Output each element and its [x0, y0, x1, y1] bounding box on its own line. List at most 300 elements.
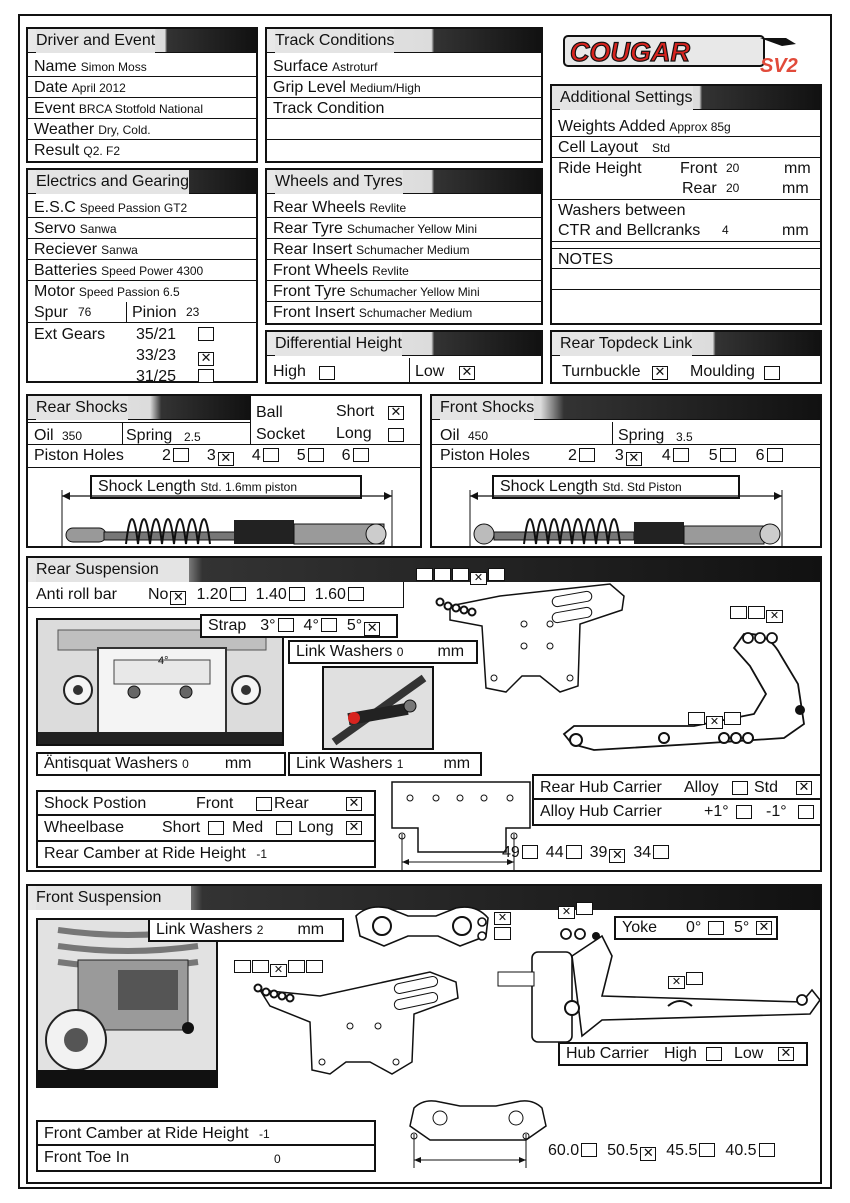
antisquat-label: Äntisquat Washers [44, 755, 178, 772]
front-tower-hole-checkbox[interactable]: ✕ [270, 964, 287, 977]
hub-std-checkbox[interactable]: ✕ [796, 781, 812, 795]
alloy-hub-row [532, 800, 822, 826]
front-camber-row [36, 1120, 376, 1146]
rear-camber-value: -1 [256, 847, 267, 861]
gear-label: 35/21 [136, 326, 177, 343]
arb-checkbox[interactable]: ✕ [170, 591, 186, 605]
field-value[interactable]: Sanwa [79, 222, 117, 236]
strap-box [200, 614, 398, 638]
wb-long-checkbox[interactable]: ✕ [346, 821, 362, 835]
arb-label: No [148, 586, 169, 603]
field-value[interactable]: Schumacher Yellow Mini [349, 285, 480, 299]
yoke-box [614, 916, 778, 940]
arb-checkbox[interactable] [289, 587, 305, 601]
strap-label: 5° [346, 617, 363, 634]
strap-checkbox[interactable] [278, 618, 294, 632]
antisquat-box [36, 752, 286, 776]
wheels-title: Wheels and Tyres [275, 170, 403, 194]
pinion-value: 23 [186, 305, 200, 319]
field-row [267, 56, 541, 77]
front-tower-hole-checkbox[interactable] [252, 960, 269, 973]
ride-rear-unit: mm [782, 180, 809, 197]
field-label: Track Condition [273, 100, 385, 117]
rear-photo-mark: 4° [158, 655, 169, 667]
field-value[interactable]: Schumacher Yellow Mini [346, 222, 478, 236]
pinion-label: Pinion [132, 304, 177, 321]
arb-label: 1.40 [255, 586, 287, 603]
rear-piston-option [297, 447, 324, 464]
field-label: Rear Wheels [273, 199, 366, 216]
moulding-checkbox[interactable] [764, 366, 780, 380]
front-oil-value: 450 [468, 429, 489, 443]
rear-tower-hole-checkbox[interactable] [488, 568, 505, 581]
yoke5-checkbox[interactable]: ✕ [756, 921, 772, 935]
front-camber-label: Front Camber at Ride Height [44, 1125, 249, 1142]
front-tower-drawing [230, 966, 480, 1086]
diff-high-checkbox[interactable] [319, 366, 335, 380]
rear-piston-label: Piston Holes [34, 447, 124, 464]
shock-position-row [36, 790, 376, 816]
hub-alloy-checkbox[interactable] [732, 781, 748, 795]
yoke0-label: 0° [686, 919, 702, 936]
front-piston-label: Piston Holes [440, 447, 530, 464]
front-piston-checkbox[interactable]: ✕ [626, 452, 642, 466]
rear-wheelbase-checkbox[interactable] [522, 845, 538, 859]
turnbuckle-label: Turnbuckle [562, 363, 641, 380]
field-value[interactable]: April 2012 [71, 81, 126, 95]
field-value[interactable]: Schumacher Medium [356, 243, 470, 257]
field-row [28, 281, 256, 302]
field-value[interactable]: BRCA Stotfold National [78, 102, 203, 116]
ext-gears-label: Ext Gears [34, 326, 106, 343]
logo-sub: SV2 [760, 55, 798, 77]
wheelbase-label: Wheelbase [44, 819, 125, 836]
rear-spring-label: Spring [126, 427, 173, 444]
rear-piston-label: 2 [162, 447, 171, 464]
front-piston-option [756, 447, 783, 464]
field-row [28, 77, 256, 98]
rear-wheelbase-option [546, 844, 582, 861]
rear-piston-option [207, 447, 234, 464]
front-link-washers-value: 2 [256, 923, 264, 937]
electrics-title: Electrics and Gearing [36, 170, 189, 194]
ball-label: Ball [256, 404, 283, 421]
diff-low-label: Low [415, 363, 445, 380]
front-piston-label: 3 [614, 447, 624, 464]
field-row [267, 260, 541, 281]
strap-checkbox[interactable]: ✕ [364, 622, 380, 636]
yoke5-label: 5° [734, 919, 750, 936]
rear-hub-row [532, 774, 822, 800]
rear-piston-checkbox[interactable] [308, 448, 324, 462]
front-toe-label: Front Toe In [44, 1149, 130, 1166]
track-conditions-title: Track Conditions [275, 29, 394, 53]
wheelbase-row [36, 816, 376, 842]
front-oil-label: Oil [440, 427, 460, 444]
rear-piston-label: 4 [251, 447, 261, 464]
field-label: Rear Tyre [273, 220, 343, 237]
field-label: Weather [34, 121, 95, 138]
front-plate-drawing [400, 1096, 560, 1170]
field-value[interactable]: Dry, Cold. [98, 123, 151, 137]
front-wheelbase-label: 40.5 [725, 1142, 757, 1159]
strap-label: 3° [260, 617, 276, 634]
shock-pos-front-label: Front [196, 795, 234, 812]
gear-checkbox[interactable]: ✕ [198, 352, 214, 366]
rear-wheelbase-label: 49 [502, 844, 520, 861]
gear-option [136, 368, 214, 386]
rear-piston-checkbox[interactable] [353, 448, 369, 462]
front-arm-top-hole-checkbox[interactable] [576, 902, 593, 915]
rear-shock-length-label: Shock Length [98, 478, 196, 495]
rear-camber-row [36, 842, 376, 868]
rear-wheelbase-option [590, 844, 626, 861]
shock-pos-front-checkbox[interactable] [256, 797, 272, 811]
front-piston-checkbox[interactable] [767, 448, 783, 462]
strap-option [304, 617, 337, 634]
front-tower-hole-checkbox[interactable] [306, 960, 323, 973]
link-washers-top-unit: mm [437, 643, 465, 660]
wb-med-label: Med [232, 819, 264, 836]
cell-layout-label: Cell Layout [558, 139, 639, 156]
rear-oil-label: Oil [34, 427, 54, 444]
front-tower-hole-checkbox[interactable] [234, 960, 251, 973]
front-piston-label: 6 [755, 447, 765, 464]
diff-low-checkbox[interactable]: ✕ [459, 366, 475, 380]
field-label: E.S.C [34, 199, 76, 216]
field-label: Date [34, 79, 68, 96]
rear-piston-checkbox[interactable] [263, 448, 279, 462]
field-row [28, 56, 256, 77]
topdeck-title: Rear Topdeck Link [560, 332, 692, 356]
spur-value: 76 [78, 305, 92, 319]
link-washers-top-label: Link Washers [296, 643, 393, 660]
yoke0-checkbox[interactable] [708, 921, 724, 935]
rear-shock-length-value: Std. 1.6mm piston [200, 480, 298, 494]
field-row [28, 239, 256, 260]
link-washers-bottom-value: 1 [396, 757, 404, 771]
arb-checkbox[interactable] [230, 587, 246, 601]
field-value[interactable]: Schumacher Medium [358, 306, 473, 320]
field-value[interactable]: Speed Passion 6.5 [78, 285, 180, 299]
wb-med-checkbox[interactable] [276, 821, 292, 835]
rear-arm-bottom-hole-checkbox[interactable] [688, 712, 705, 725]
field-value[interactable]: Speed Passion GT2 [79, 201, 188, 215]
front-hub-high-label: High [664, 1045, 697, 1062]
alloy-plus1-label: +1° [704, 803, 729, 820]
field-label: Name [34, 58, 77, 75]
ride-rear-value: 20 [726, 181, 740, 195]
rear-spring-value: 2.5 [184, 430, 201, 444]
front-piston-option [662, 447, 689, 464]
field-row [28, 140, 256, 161]
rear-piston-option [252, 447, 279, 464]
field-row [28, 197, 256, 218]
front-shock-drawing [438, 488, 818, 546]
front-shocks-box [430, 394, 822, 548]
blank-row [267, 140, 541, 161]
field-label: Motor [34, 283, 75, 300]
long-checkbox[interactable] [388, 428, 404, 442]
additional-settings-title: Additional Settings [560, 86, 693, 110]
topdeck-box [550, 330, 822, 384]
alloy-minus1-label: -1° [766, 803, 787, 820]
rear-piston-checkbox[interactable]: ✕ [218, 452, 234, 466]
rear-tower-hole-checkbox[interactable] [452, 568, 469, 581]
field-value[interactable]: Sanwa [101, 243, 138, 257]
field-value[interactable]: Medium/High [349, 81, 421, 95]
logo-text: COUGAR [570, 37, 690, 67]
field-row [28, 218, 256, 239]
front-suspension-section [26, 884, 822, 1184]
rear-tower-hole-checkbox[interactable] [416, 568, 433, 581]
link-washers-bottom-box [288, 752, 482, 776]
field-row [28, 260, 256, 281]
rear-tower-hole-checkbox[interactable]: ✕ [470, 572, 487, 585]
field-value[interactable]: Speed Power 4300 [101, 264, 204, 278]
gear-option [136, 326, 214, 344]
front-shocks-title: Front Shocks [440, 396, 534, 420]
field-label: Front Insert [273, 304, 355, 321]
front-arm-top-hole-checkbox[interactable]: ✕ [558, 906, 575, 919]
front-arm-mid-hole-checkbox[interactable]: ✕ [668, 976, 685, 989]
field-row [267, 77, 541, 98]
front-hub-high-checkbox[interactable] [706, 1047, 722, 1061]
rear-suspension-title: Rear Suspension [36, 558, 189, 582]
field-label: Result [34, 142, 80, 159]
strap-label: 4° [303, 617, 319, 634]
front-piston-checkbox[interactable] [579, 448, 595, 462]
socket-label: Socket [256, 426, 305, 443]
rear-arm-top-hole-checkbox[interactable] [730, 606, 747, 619]
rear-arm-bottom-hole-checkbox[interactable] [724, 712, 741, 725]
front-wheelbase-label: 45.5 [666, 1142, 698, 1159]
field-label: Surface [273, 58, 329, 75]
yoke-label: Yoke [622, 919, 657, 936]
front-piston-label: 4 [661, 447, 671, 464]
track-conditions-box [265, 27, 543, 163]
rear-arm-bottom-hole-checkbox[interactable]: ✕ [706, 716, 723, 729]
front-piston-checkbox[interactable] [720, 448, 736, 462]
rear-hub-label: Rear Hub Carrier [540, 779, 662, 796]
front-link-washers-unit: mm [297, 921, 325, 938]
wheels-box [265, 168, 543, 325]
field-label: Reciever [34, 241, 98, 258]
alloy-minus1-checkbox[interactable] [798, 805, 814, 819]
front-wheelbase-checkbox[interactable] [699, 1143, 715, 1157]
front-wheelbase-label: 50.5 [607, 1142, 639, 1159]
rear-wheelbase-option [502, 844, 538, 861]
cell-layout-value: Std [652, 141, 671, 155]
rear-piston-label: 5 [296, 447, 306, 464]
additional-settings-box [550, 84, 822, 325]
gear-checkbox[interactable] [198, 369, 214, 383]
rear-suspension-section [26, 556, 822, 872]
blank-row [267, 119, 541, 140]
antisquat-unit: mm [224, 755, 252, 772]
notes-label: NOTES [558, 251, 614, 268]
field-row [267, 197, 541, 218]
front-suspension-title: Front Suspension [36, 886, 191, 910]
long-label: Long [336, 425, 372, 442]
ride-front-unit: mm [784, 160, 811, 177]
ride-height-label: Ride Height [558, 160, 642, 177]
rear-wheelbase-label: 34 [633, 844, 652, 861]
front-hub-box [558, 1042, 808, 1066]
wb-short-checkbox[interactable] [208, 821, 224, 835]
weights-value: Approx 85g [669, 120, 731, 134]
front-wheelbase-option [607, 1142, 656, 1159]
field-row [28, 119, 256, 140]
rear-shock-drawing [34, 488, 414, 546]
front-piston-checkbox[interactable] [673, 448, 689, 462]
rear-arm-top-hole-checkbox[interactable] [748, 606, 765, 619]
field-row [267, 218, 541, 239]
field-row [28, 98, 256, 119]
rear-wheelbase-label: 44 [545, 844, 564, 861]
front-hub-low-checkbox[interactable]: ✕ [778, 1047, 794, 1061]
arb-label: Anti roll bar [36, 586, 117, 603]
field-row [267, 281, 541, 302]
shock-pos-label: Shock Postion [44, 795, 147, 812]
front-knuckle-hole-checkbox[interactable]: ✕ [494, 912, 511, 925]
link-washers-top-value: 0 [396, 645, 404, 659]
rear-arm-drawing [554, 614, 816, 764]
arb-label: 1.20 [196, 586, 228, 603]
field-value[interactable]: Revlite [369, 201, 407, 215]
front-link-washers-box [148, 918, 344, 942]
front-piston-label: 2 [568, 447, 577, 464]
antisquat-value: 0 [182, 757, 189, 771]
gear-label: 31/25 [136, 368, 177, 385]
ride-front-label: Front [680, 160, 718, 177]
field-label: Event [34, 100, 75, 117]
weights-label: Weights Added [558, 118, 666, 135]
rear-piston-label: 3 [206, 447, 216, 464]
rear-piston-checkbox[interactable] [173, 448, 189, 462]
arb-option [148, 586, 186, 603]
rear-oil-value: 350 [62, 429, 83, 443]
link-washers-bottom-label: Link Washers [296, 755, 393, 772]
strap-option [260, 617, 293, 634]
link-washers-bottom-unit: mm [443, 755, 471, 772]
front-arm-mid-hole-checkbox[interactable] [686, 972, 703, 985]
front-camber-value: -1 [258, 1127, 270, 1141]
front-wheelbase-option [548, 1142, 597, 1159]
front-wheelbase-checkbox[interactable] [759, 1143, 775, 1157]
alloy-plus1-checkbox[interactable] [736, 805, 752, 819]
rear-tower-hole-checkbox[interactable] [434, 568, 451, 581]
diff-box [265, 330, 543, 384]
gear-label: 33/23 [136, 347, 177, 364]
front-hub-label: Hub Carrier [566, 1045, 649, 1062]
short-checkbox[interactable]: ✕ [388, 406, 404, 420]
diff-high-label: High [273, 363, 306, 380]
front-piston-option [615, 447, 642, 464]
strap-label: Strap [208, 617, 247, 634]
front-spring-value: 3.5 [676, 430, 693, 444]
arb-option [315, 586, 364, 603]
arb-checkbox[interactable] [348, 587, 364, 601]
arb-option [256, 586, 305, 603]
front-wheelbase-label: 60.0 [548, 1142, 580, 1159]
washers-value: 4 [722, 223, 729, 237]
field-row [267, 98, 541, 119]
cougar-logo [560, 30, 820, 78]
wb-long-label: Long [298, 819, 334, 836]
rear-piston-label: 6 [341, 447, 351, 464]
shock-pos-rear-checkbox[interactable]: ✕ [346, 797, 362, 811]
rear-camber-label: Rear Camber at Ride Height [44, 845, 246, 862]
spur-label: Spur [34, 304, 68, 321]
rear-wheelbase-checkbox[interactable]: ✕ [609, 849, 625, 863]
moulding-label: Moulding [690, 363, 755, 380]
driver-event-box [26, 27, 258, 163]
shock-pos-rear-label: Rear [274, 795, 309, 812]
arb-label: 1.60 [314, 586, 346, 603]
ride-front-value: 20 [726, 161, 740, 175]
front-piston-label: 5 [708, 447, 718, 464]
rear-arm-top-hole-checkbox[interactable]: ✕ [766, 610, 783, 623]
short-label: Short [336, 403, 375, 420]
front-toe-row [36, 1146, 376, 1172]
turnbuckle-checkbox[interactable]: ✕ [652, 366, 668, 380]
front-wheelbase-option [666, 1142, 715, 1159]
front-tower-hole-checkbox[interactable] [288, 960, 305, 973]
field-value[interactable]: Revlite [372, 264, 409, 278]
field-value[interactable]: Simon Moss [80, 60, 147, 74]
front-link-washers-label: Link Washers [156, 921, 253, 938]
field-label: Batteries [34, 262, 98, 279]
diff-title: Differential Height [275, 332, 402, 356]
front-piston-option [709, 447, 736, 464]
rear-wheelbase-checkbox[interactable] [653, 845, 669, 859]
front-wheelbase-checkbox[interactable] [581, 1143, 597, 1157]
rear-piston-option [342, 447, 369, 464]
front-hub-low-label: Low [734, 1045, 764, 1062]
rear-piston-option [162, 447, 189, 464]
front-wheelbase-option [725, 1142, 774, 1159]
rear-shocks-box [26, 394, 422, 548]
gear-checkbox[interactable] [198, 327, 214, 341]
washers-label-1: Washers between [558, 202, 686, 219]
field-value[interactable]: Astroturf [332, 60, 378, 74]
field-row [267, 239, 541, 260]
rear-shocks-title: Rear Shocks [36, 396, 128, 420]
washers-unit: mm [782, 222, 809, 239]
front-shock-length-label: Shock Length [500, 478, 598, 495]
strap-checkbox[interactable] [321, 618, 337, 632]
ride-rear-label: Rear [682, 180, 717, 197]
hub-std-label: Std [754, 779, 779, 796]
field-value[interactable]: Q2. F2 [83, 144, 121, 158]
arb-option [196, 586, 245, 603]
front-spring-label: Spring [618, 427, 665, 444]
electrics-box [26, 168, 258, 383]
field-label: Rear Insert [273, 241, 353, 258]
driver-event-title: Driver and Event [36, 29, 155, 53]
gear-option [136, 347, 214, 366]
field-label: Grip Level [273, 79, 346, 96]
rear-wheelbase-option [633, 844, 669, 861]
front-toe-value: 0 [274, 1152, 281, 1166]
field-row [267, 302, 541, 323]
wb-short-label: Short [162, 819, 201, 836]
front-photo [36, 918, 218, 1088]
field-label: Servo [34, 220, 76, 237]
front-wheelbase-checkbox[interactable]: ✕ [640, 1147, 656, 1161]
rear-wheelbase-checkbox[interactable] [566, 845, 582, 859]
